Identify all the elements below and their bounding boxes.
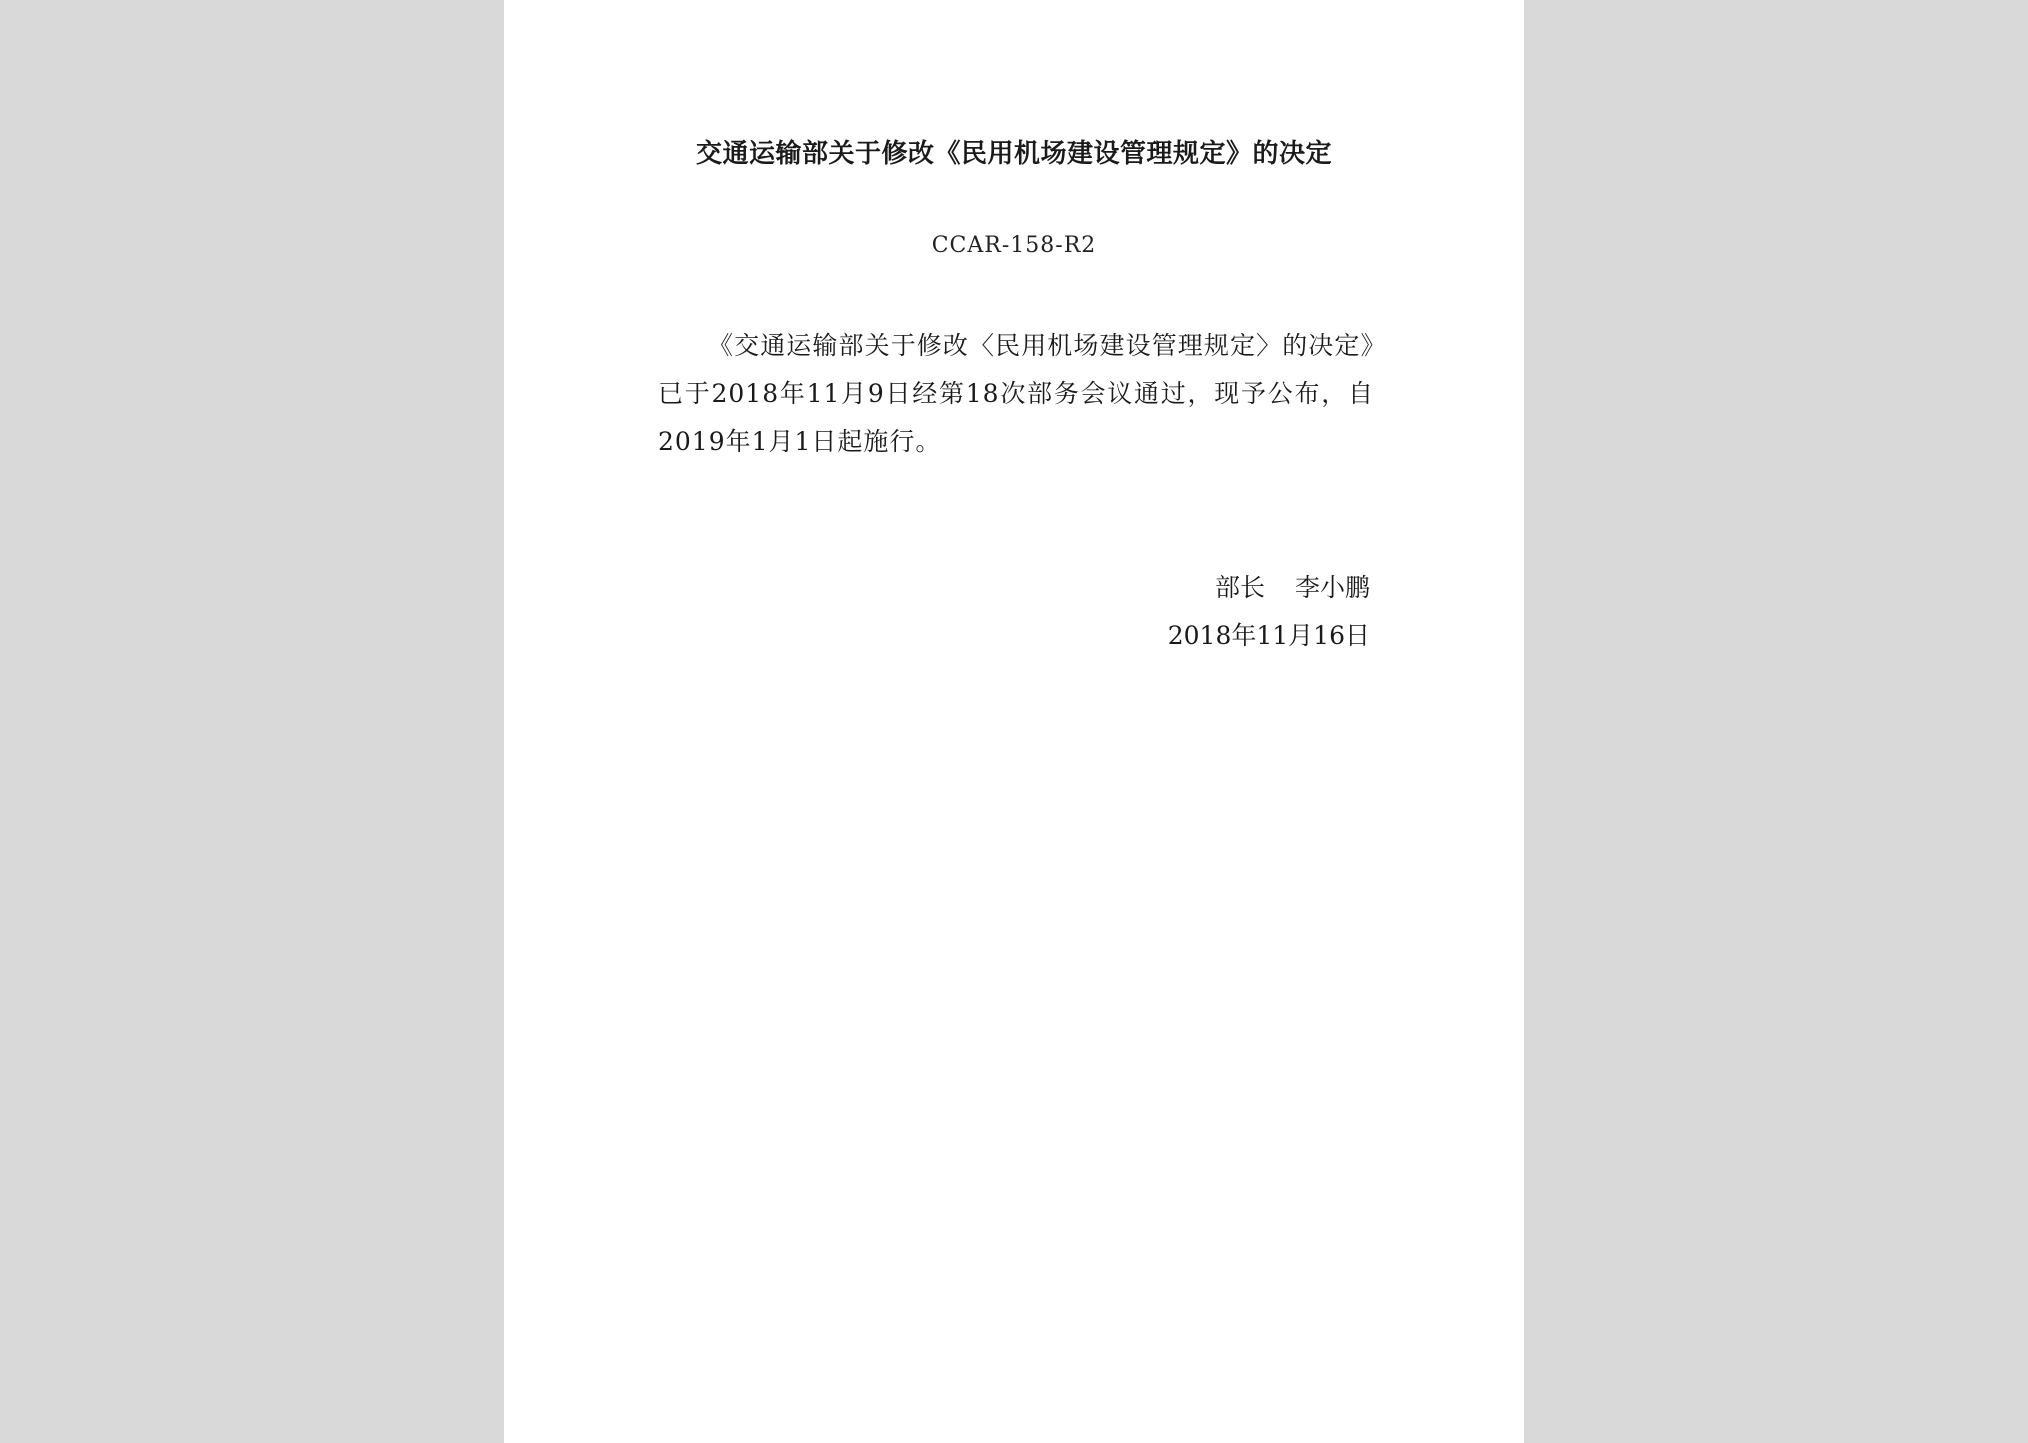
- document-code: CCAR-158-R2: [931, 233, 1097, 258]
- signature-block: [1168, 564, 1370, 660]
- signer-role: 部长: [1214, 573, 1265, 602]
- document-page: [504, 0, 1524, 1443]
- signer-name: 李小鹏: [1294, 573, 1370, 602]
- document-body: 《交通运输部关于修改〈民用机场建设管理规定〉的决定》已于2018年11月9日经第18次部务会议通过，现予公布，自2019年1月1日起施行。: [658, 331, 1374, 456]
- signer-line: [1168, 564, 1370, 612]
- document-title: 交通运输部关于修改《民用机场建设管理规定》的决定: [695, 139, 1332, 169]
- signature-date: 2018年11月16日: [1167, 621, 1370, 650]
